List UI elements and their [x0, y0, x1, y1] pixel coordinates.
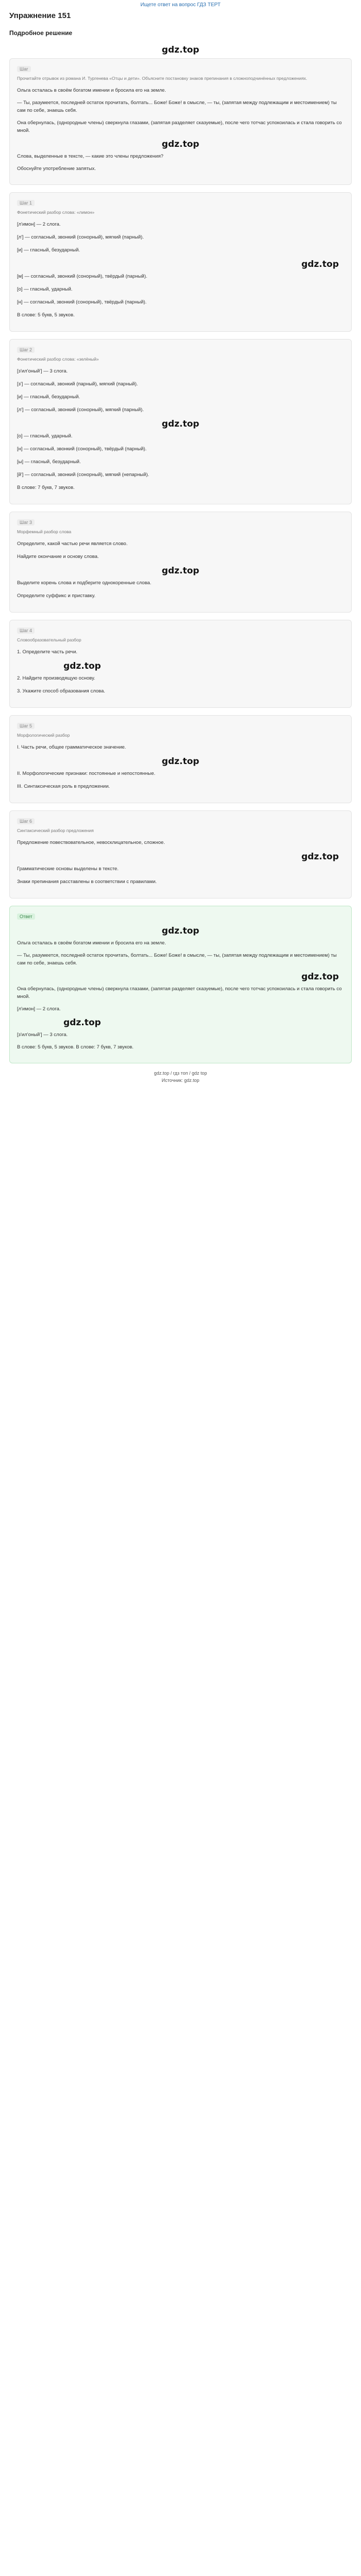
step-line: 1. Определите часть речи. [17, 649, 78, 655]
task-paragraph: Она обернулась, (однородные члены) сверкнула глазами, (запятая разделяет сказуемые), после чего тотчас успокоилась и стала говорить со мной. [17, 120, 342, 133]
step-tag: Шаг [17, 66, 31, 72]
step-line: Знаки препинания расставлены в соответствии с правилами. [17, 879, 157, 885]
task-paragraph: — Ты, разумеется, последней остаток прочитать, болтать... Боже! Боже! в смысле, — ты, (запятая между подлежащим и местоимением) ты сам по себе, знаешь себя. [17, 100, 337, 113]
step-line: [л'имон] — 2 слога. [17, 222, 61, 227]
answer-paragraph: [з'ил'оный'] — 3 слога. [17, 1032, 68, 1038]
step-line: В слове: 5 букв, 5 звуков. [17, 312, 75, 318]
watermark: gdz.top [161, 926, 200, 936]
footer-source: Источник: gdz.top [161, 1078, 200, 1083]
answer-paragraph: — Ты, разумеется, последней остаток прочитать, болтать... Боже! Боже! в смысле, — ты, (запятая между подлежащим и местоимением) ты сам по себе, знаешь себя. [17, 953, 337, 966]
step-tag: Шаг 1 [17, 200, 35, 206]
step-line: Определите суффикс и приставку. [17, 593, 96, 599]
footer-links[interactable]: gdz.top / гдз топ / gdz top [154, 1071, 207, 1076]
step-line: В слове: 7 букв, 7 звуков. [17, 485, 75, 490]
step-card-1 [9, 192, 352, 332]
watermark: gdz.top [63, 661, 101, 671]
step-tag: Шаг 2 [17, 347, 35, 353]
watermark: gdz.top [63, 1018, 101, 1028]
step-tag: Шаг 3 [17, 519, 35, 526]
answer-tag: Ответ [17, 913, 35, 920]
step-line: I. Часть речи, общее грамматическое значение. [17, 744, 126, 750]
answer-paragraph: Она обернулась, (однородные члены) сверкнула глазами, (запятая разделяет сказуемые), после чего тотчас успокоилась и стала говорить со мной. [17, 986, 342, 999]
step-line: [о] — гласный, ударный. [17, 433, 73, 439]
step-card-3 [9, 512, 352, 613]
step-line: [и] — гласный, безударный. [17, 247, 80, 253]
step-line: [л'] — согласный, звонкий (сонорный), мягкий (парный). [17, 407, 144, 413]
step-tag: Шаг 6 [17, 818, 35, 824]
step-heading: Фонетический разбор слова: «лимон» [17, 210, 95, 215]
step-card-6 [9, 810, 352, 899]
answer-card [9, 906, 352, 1063]
step-line: III. Синтаксическая роль в предложении. [17, 784, 110, 789]
watermark: gdz.top [161, 756, 200, 767]
step-line: 2. Найдите производящую основу. [17, 675, 95, 681]
step-heading: Фонетический разбор слова: «зелёный» [17, 357, 99, 362]
step-line: Определите, какой частью речи является слово. [17, 541, 128, 547]
watermark: gdz.top [301, 972, 339, 982]
step-tag: Шаг 5 [17, 723, 35, 729]
section-title: Подробное решение [9, 29, 73, 37]
watermark: gdz.top [161, 419, 200, 429]
task-question: Слова, выделенные в тексте, — какие это члены предложения? [17, 154, 163, 159]
step-heading: Синтаксический разбор предложения [17, 828, 94, 833]
step-line: [з'] — согласный, звонкий (парный), мягкий (парный). [17, 381, 138, 387]
step-line: Грамматические основы выделены в тексте. [17, 866, 119, 872]
step-tag: Шаг 4 [17, 628, 35, 634]
watermark: gdz.top [161, 566, 200, 576]
step-heading: Морфемный разбор слова [17, 529, 72, 534]
step-line: II. Морфологические признаки: постоянные и непостоянные. [17, 771, 156, 776]
step-line: [н] — согласный, звонкий (сонорный), твёрдый (парный). [17, 446, 147, 452]
page-title: Упражнение 151 [9, 11, 71, 20]
step-line: Выделите корень слова и подберите однокоренные слова. [17, 580, 152, 586]
step-line: [л'] — согласный, звонкий (сонорный), мягкий (парный). [17, 234, 144, 240]
step-line: Предложение повествовательное, невосклицательное, сложное. [17, 840, 165, 845]
watermark: gdz.top [301, 259, 339, 269]
top-banner-link[interactable]: Ищете ответ на вопрос ГДЗ ТЕРТ [140, 2, 221, 8]
step-line: [н] — согласный, звонкий (сонорный), твёрдый (парный). [17, 299, 147, 305]
answer-paragraph: Ольга осталась в своём богатом имении и бросила его на земле. [17, 940, 166, 946]
step-line: [и] — гласный, безударный. [17, 394, 80, 400]
step-heading: Словообразовательный разбор [17, 637, 81, 642]
answer-paragraph: В слове: 5 букв, 5 звуков. В слове: 7 букв, 7 звуков. [17, 1044, 134, 1050]
watermark: gdz.top [301, 852, 339, 862]
step-heading: Морфологический разбор [17, 733, 70, 738]
step-line: 3. Укажите способ образования слова. [17, 688, 105, 694]
step-line: [м] — согласный, звонкий (сонорный), твёрдый (парный). [17, 274, 147, 279]
step-line: [й'] — согласный, звонкий (сонорный), мягкий (непарный). [17, 472, 150, 478]
page-content [9, 11, 352, 1083]
step-line: [о] — гласный, ударный. [17, 286, 73, 292]
task-card [9, 58, 352, 185]
step-card-2 [9, 339, 352, 504]
task-paragraph: Ольга осталась в своём богатом имении и бросила его на земле. [17, 88, 166, 93]
step-card-4 [9, 620, 352, 708]
step-card-5 [9, 715, 352, 803]
watermark: gdz.top [161, 139, 200, 149]
step-line: Найдите окончание и основу слова. [17, 554, 99, 560]
watermark: gdz.top [161, 45, 200, 55]
step-line: [з'ил'оный'] — 3 слога. [17, 368, 68, 374]
step-line: [ы] — гласный, безударный. [17, 459, 81, 465]
task-lead: Прочитайте отрывок из романа И. Тургенева «Отцы и дети». Объясните постановку знаков препинания в сложноподчинённых предложениях. [17, 76, 307, 81]
task-question: Обоснуйте употребление запятых. [17, 166, 96, 172]
answer-paragraph: [л'имон] — 2 слога. [17, 1006, 61, 1012]
